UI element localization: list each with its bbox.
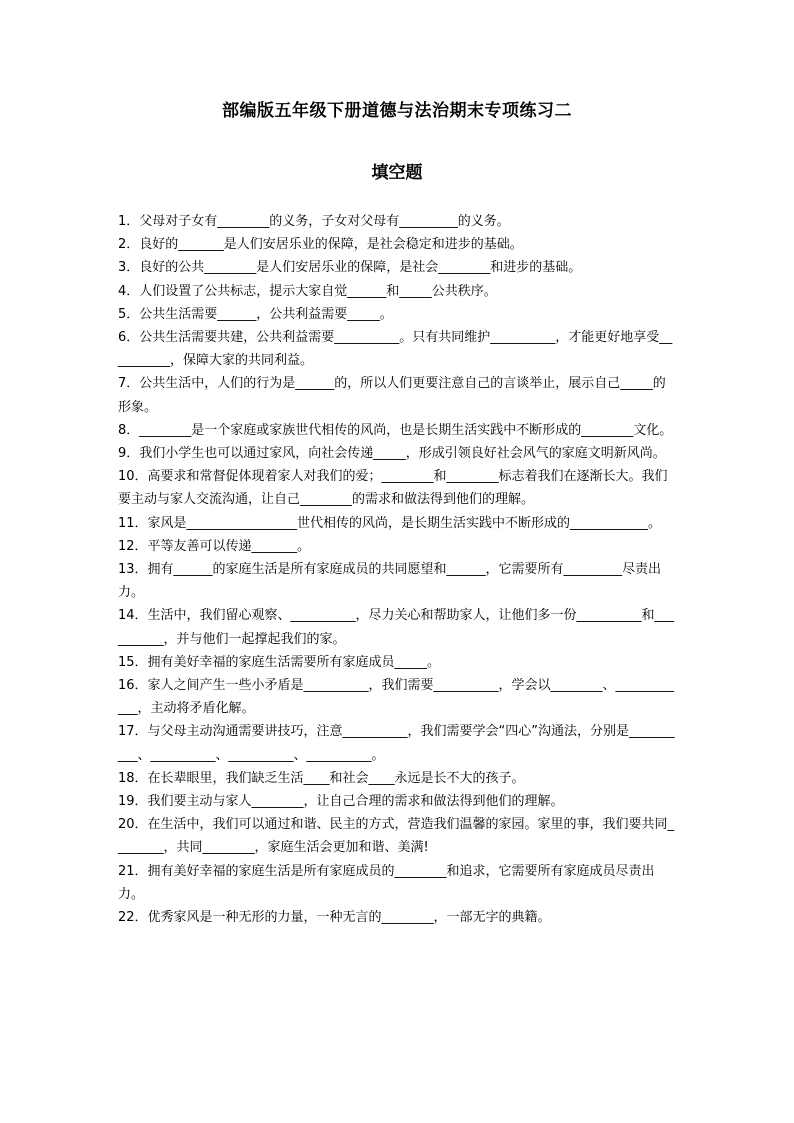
question-4: 4．人们设置了公共标志，提示大家自觉______和_____公共秩序。 [118,283,497,299]
question-10: 10．高要求和常督促体现着家人对我们的爱；________和________标志着我们在逐渐长大。我们要主动与家人交流沟通，让自己________的需求和做法得到他们的理解。 [118,469,668,508]
question-20: 20．在生活中，我们可以通过和谐、民主的方式，营造我们温馨的家园。家里的事，我们要共同________，共同________，家庭生活会更加和谐、美满! [118,817,675,856]
question-6: 6．公共生活需要共建，公共利益需要__________。只有共同维护__________，才能更好地享受__________，保障大家的共同利益。 [118,330,673,369]
question-7: 7．公共生活中，人们的行为是______的，所以人们更要注意自己的言谈举止，展示自己_____的形象。 [118,376,666,415]
question-1: 1．父母对子女有________的义务，子女对父母有_________的义务。 [118,214,510,229]
question-12: 12．平等友善可以传递_______。 [118,538,311,554]
section-title: 填空题 [371,163,423,183]
question-3: 3．良好的公共________是人们安居乐业的保障，是社会________和进步的基础。 [118,260,582,276]
question-8: 8．________是一个家庭或家族世代相传的风尚，也是长期生活实践中不断形成的________文化。 [118,422,673,438]
question-17: 17．与父母主动沟通需要讲技巧，注意__________，我们需要学会“四心”沟通法，分别是__________、__________、__________、__________。 [118,724,675,763]
question-19: 19．我们要主动与家人________，让自己合理的需求和做法得到他们的理解。 [118,794,564,810]
question-16: 16．家人之间产生一些小矛盾是__________，我们需要__________，学会以________、____________，主动将矛盾化解。 [118,678,675,717]
question-14: 14．生活中，我们留心观察、__________，尽力关心和帮助家人，让他们多一份__________和__________，并与他们一起撑起我们的家。 [118,608,675,647]
question-18: 18．在长辈眼里，我们缺乏生活____和社会____永远是长不大的孩子。 [118,770,525,786]
question-13: 13．拥有______的家庭生活是所有家庭成员的共同愿望和______，它需要所有_________尽责出力。 [118,562,662,601]
question-list [118,210,678,929]
question-9: 9．我们小学生也可以通过家风，向社会传递_____，形成引领良好社会风气的家庭文明新风尚。 [118,446,666,462]
question-21: 21．拥有美好幸福的家庭生活是所有家庭成员的________和追求，它需要所有家庭成员尽责出力。 [118,863,655,902]
question-2: 2．良好的_______是人们安居乐业的保障，是社会稳定和进步的基础。 [118,237,523,253]
question-5: 5．公共生活需要______，公共利益需要_____。 [118,306,393,322]
question-15: 15．拥有美好幸福的家庭生活需要所有家庭成员_____。 [118,654,441,670]
question-22: 22．优秀家风是一种无形的力量，一种无言的________，一部无字的典籍。 [118,910,551,926]
question-11: 11．家风是_________________世代相传的风尚，是长期生活实践中不断形成的____________。 [118,515,662,531]
document-title: 部编版五年级下册道德与法治期末专项练习二 [222,101,572,121]
